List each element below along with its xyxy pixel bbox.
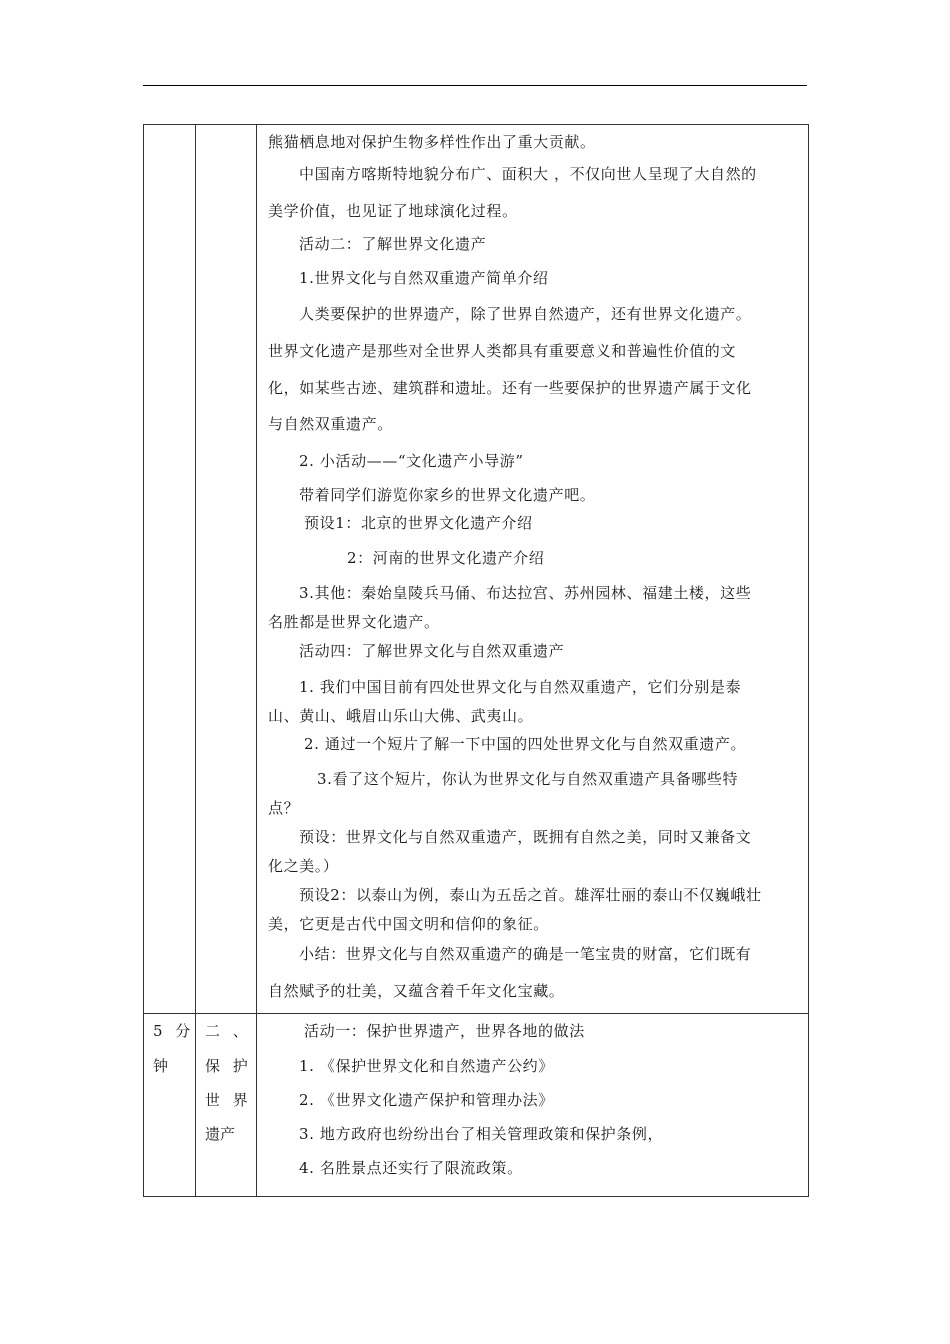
text-line: 2. 小活动——“文化遗产小导游” bbox=[299, 452, 524, 470]
step-cell bbox=[196, 1014, 257, 1197]
content-cell bbox=[257, 1014, 809, 1197]
step-label: 保 护 bbox=[205, 1057, 252, 1075]
text-line: 与自然双重遗产。 bbox=[268, 415, 393, 433]
summary-line: 小结：世界文化与自然双重遗产的确是一笔宝贵的财富，它们既有 bbox=[299, 945, 752, 963]
time-label: 钟 bbox=[153, 1057, 169, 1075]
text-line: 化，如某些古迹、建筑群和遗址。还有一些要保护的世界遗产属于文化 bbox=[268, 379, 752, 397]
text-line: 2. 通过一个短片了解一下中国的四处世界文化与自然双重遗产。 bbox=[304, 735, 747, 753]
text-line: 熊猫栖息地对保护生物多样性作出了重大贡献。 bbox=[268, 133, 596, 151]
text-line: 美学价值，也见证了地球演化过程。 bbox=[268, 202, 518, 220]
text-line: 3.其他：秦始皇陵兵马俑、布达拉宫、苏州园林、福建土楼，这些 bbox=[299, 584, 752, 602]
header-rule bbox=[143, 85, 807, 86]
step-label: 二 、 bbox=[205, 1022, 252, 1040]
text-line: 中国南方喀斯特地貌分布广、面积大 ，不仅向世人呈现了大自然的 bbox=[299, 165, 757, 183]
step-cell bbox=[196, 125, 257, 1014]
text-line: 世界文化遗产是那些对全世界人类都具有重要意义和普遍性价值的文 bbox=[268, 342, 737, 360]
activity-heading: 活动一：保护世界遗产，世界各地的做法 bbox=[304, 1022, 585, 1040]
time-cell bbox=[144, 125, 196, 1014]
text-line: 人类要保护的世界遗产，除了世界自然遗产，还有世界文化遗产。 bbox=[299, 305, 752, 323]
list-item: 4. 名胜景点还实行了限流政策。 bbox=[299, 1159, 523, 1177]
step-label: 遗产 bbox=[205, 1125, 236, 1143]
list-item: 2. 《世界文化遗产保护和管理办法》 bbox=[299, 1091, 554, 1109]
text-line: 预设2：以泰山为例，泰山为五岳之首。雄浑壮丽的泰山不仅巍峨壮 bbox=[299, 886, 762, 904]
list-item: 3. 地方政府也纷纷出台了相关管理政策和保护条例， bbox=[299, 1125, 664, 1143]
content-cell bbox=[257, 125, 809, 1014]
text-line: 化之美。） bbox=[268, 857, 339, 875]
time-cell bbox=[144, 1014, 196, 1197]
text-line: 预设1：北京的世界文化遗产介绍 bbox=[304, 514, 533, 532]
text-line: 1. 我们中国目前有四处世界文化与自然双重遗产，它们分别是泰 bbox=[299, 678, 742, 696]
text-line: 3.看了这个短片，你认为世界文化与自然双重遗产具备哪些特 bbox=[317, 770, 739, 788]
table-row bbox=[144, 1014, 809, 1197]
activity-heading: 活动二：了解世界文化遗产 bbox=[299, 235, 487, 253]
summary-line: 自然赋予的壮美，又蕴含着千年文化宝藏。 bbox=[268, 982, 565, 1000]
text-line: 预设：世界文化与自然双重遗产，既拥有自然之美，同时又兼备文 bbox=[299, 828, 752, 846]
text-line: 美，它更是古代中国文明和信仰的象征。 bbox=[268, 915, 549, 933]
text-line: 山、黄山、峨眉山乐山大佛、武夷山。 bbox=[268, 707, 534, 725]
activity-heading: 活动四：了解世界文化与自然双重遗产 bbox=[299, 642, 565, 660]
list-item: 1. 《保护世界文化和自然遗产公约》 bbox=[299, 1057, 554, 1075]
text-line: 2：河南的世界文化遗产介绍 bbox=[347, 549, 545, 567]
text-line: 名胜都是世界文化遗产。 bbox=[268, 613, 440, 631]
text-line: 1.世界文化与自然双重遗产简单介绍 bbox=[299, 269, 549, 287]
table-row bbox=[144, 125, 809, 1014]
time-label: 5 分 bbox=[153, 1022, 195, 1040]
lesson-plan-table bbox=[143, 124, 809, 1197]
step-label: 世 界 bbox=[205, 1091, 252, 1109]
text-line: 带着同学们游览你家乡的世界文化遗产吧。 bbox=[299, 486, 596, 504]
text-line: 点？ bbox=[268, 799, 300, 817]
